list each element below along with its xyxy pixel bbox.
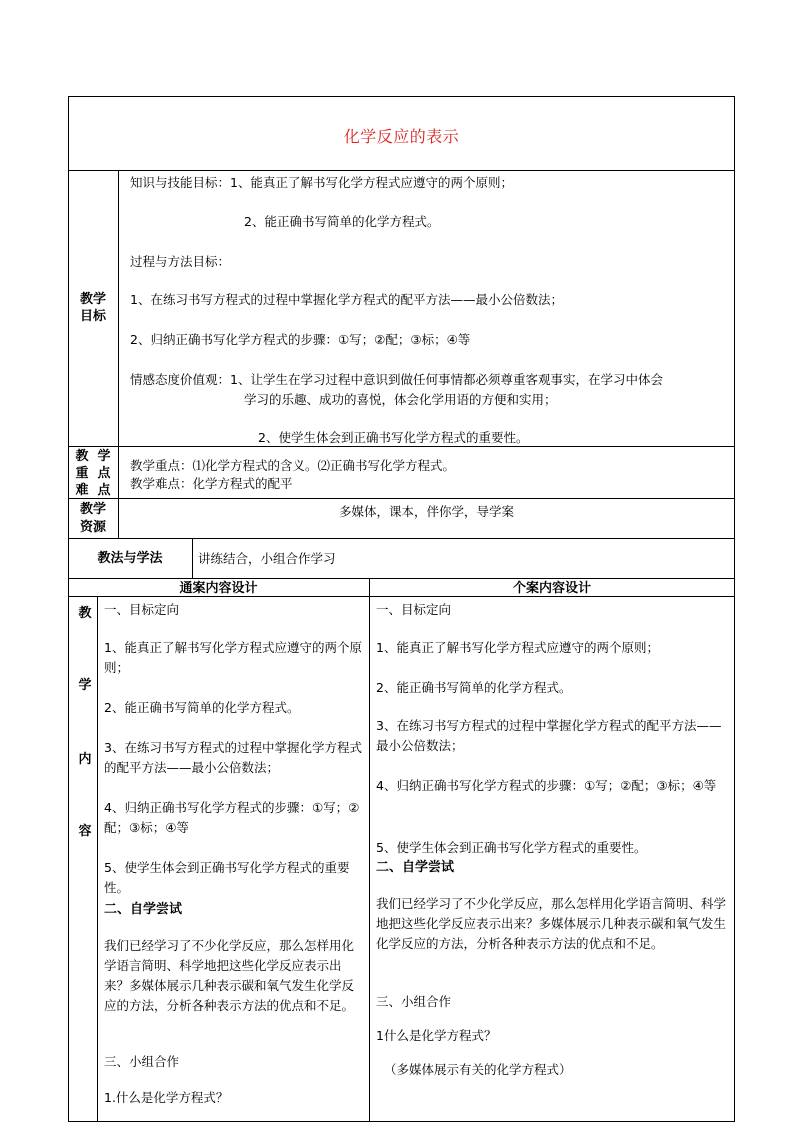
knowledge-goal-2: 2、能正确书写简单的化学方程式。: [244, 214, 440, 229]
left-column-header: 通案内容设计: [179, 581, 258, 596]
row-divider-objectives: [68, 446, 735, 447]
keypoints-label-line3: 难 点: [75, 483, 111, 498]
right-section-2-heading: 二、自学尝试: [376, 860, 455, 875]
row-divider-methods: [68, 578, 735, 579]
methods-column-divider: [192, 538, 193, 578]
right-goal-2: 2、能正确书写简单的化学方程式。: [376, 680, 572, 695]
resources-value: 多媒体，课本，伴你学，导学案: [338, 504, 514, 519]
methods-label: 教法与学法: [97, 551, 163, 566]
methods-value: 讲练结合，小组合作学习: [198, 551, 336, 566]
right-section-3-heading: 三、小组合作: [376, 994, 452, 1009]
keypoints-label-line1: 教 学: [75, 449, 111, 464]
side-label-divider: [97, 596, 98, 1122]
teaching-focus: 教学重点：⑴化学方程式的含义。⑵正确书写化学方程式。: [130, 458, 456, 473]
left-goal-4: 4、归纳正确书写化学方程式的步骤：①写；②配；③标；④等: [104, 800, 360, 835]
resources-label-line2: 资源: [79, 520, 106, 535]
right-goal-5: 5、使学生体会到正确书写化学方程式的重要性。: [376, 840, 647, 855]
right-self-study-text: 我们已经学习了不少化学反应，那么怎样用化学语言简明、科学地把这些化学反应表示出来？多媒体展示几种表示碳和氧气发生化学反应的方法，分析各种表示方法的优点和不足。: [376, 896, 727, 951]
right-column-header: 个案内容设计: [512, 581, 591, 596]
emotion-goal-1: 情感态度价值观：1、让学生在学习过程中意识到做任何事情都必须尊重客观事实，在学习中体会: [130, 372, 663, 387]
emotion-goal-1-continued: 学习的乐趣、成功的喜悦，体会化学用语的方便和实用；: [244, 392, 557, 407]
left-question-1: 1.什么是化学方程式？: [104, 1090, 229, 1105]
row-divider-title: [68, 170, 735, 171]
left-goal-2: 2、能正确书写简单的化学方程式。: [104, 700, 300, 715]
side-label-char-2: 学: [78, 678, 92, 693]
process-goal-2: 2、归纳正确书写化学方程式的步骤：①写；②配；③标；④等: [130, 332, 471, 347]
emotion-goal-2: 2、使学生体会到正确书写化学方程式的重要性。: [258, 430, 529, 445]
page-title: 化学反应的表示: [343, 127, 460, 146]
right-goal-3: 3、在练习书写方程式的过程中掌握化学方程式的配平方法——最小公倍数法；: [376, 718, 722, 753]
left-goal-3: 3、在练习书写方程式的过程中掌握化学方程式的配平方法——最小公倍数法；: [104, 740, 362, 775]
label-column-divider: [118, 170, 119, 538]
right-section-1-heading: 一、目标定向: [376, 602, 452, 617]
row-divider-resources: [68, 538, 735, 539]
side-label-char-1: 教: [78, 606, 92, 621]
left-section-2-heading: 二、自学尝试: [104, 902, 183, 917]
resources-label-line1: 教学: [79, 502, 106, 517]
left-section-3-heading: 三、小组合作: [104, 1054, 180, 1069]
side-label-char-4: 容: [78, 824, 92, 839]
right-goal-1: 1、能真正了解书写化学方程式应遵守的两个原则；: [376, 640, 659, 655]
right-goal-4: 4、归纳正确书写化学方程式的步骤：①写；②配；③标；④等: [376, 778, 717, 793]
side-label-char-3: 内: [78, 752, 92, 767]
right-multimedia-note: （多媒体展示有关的化学方程式）: [384, 1062, 572, 1077]
knowledge-goal-1: 知识与技能目标：1、能真正了解书写化学方程式应遵守的两个原则；: [130, 175, 513, 190]
left-section-1-heading: 一、目标定向: [104, 602, 180, 617]
process-goal-heading: 过程与方法目标：: [130, 254, 231, 269]
keypoints-label-line2: 重 点: [75, 466, 111, 481]
objectives-label-line1: 教学: [79, 292, 106, 307]
left-goal-1: 1、能真正了解书写化学方程式应遵守的两个原则；: [104, 640, 362, 675]
left-self-study-text: 我们已经学习了不少化学反应，那么怎样用化学语言简明、科学地把这些化学反应表示出来？多媒体展示几种表示碳和氧气发生化学反应的方法，分析各种表示方法的优点和不足。: [104, 938, 355, 1013]
objectives-label-line2: 目标: [79, 309, 106, 324]
row-divider-keypoints: [68, 498, 735, 499]
center-column-divider: [369, 578, 370, 1122]
teaching-difficulty: 教学难点：化学方程式的配平: [130, 476, 293, 491]
process-goal-1: 1、在练习书写方程式的过程中掌握化学方程式的配平方法——最小公倍数法；: [130, 292, 563, 307]
right-question-1: 1什么是化学方程式？: [376, 1028, 497, 1043]
left-goal-5: 5、使学生体会到正确书写化学方程式的重要性。: [104, 860, 350, 895]
